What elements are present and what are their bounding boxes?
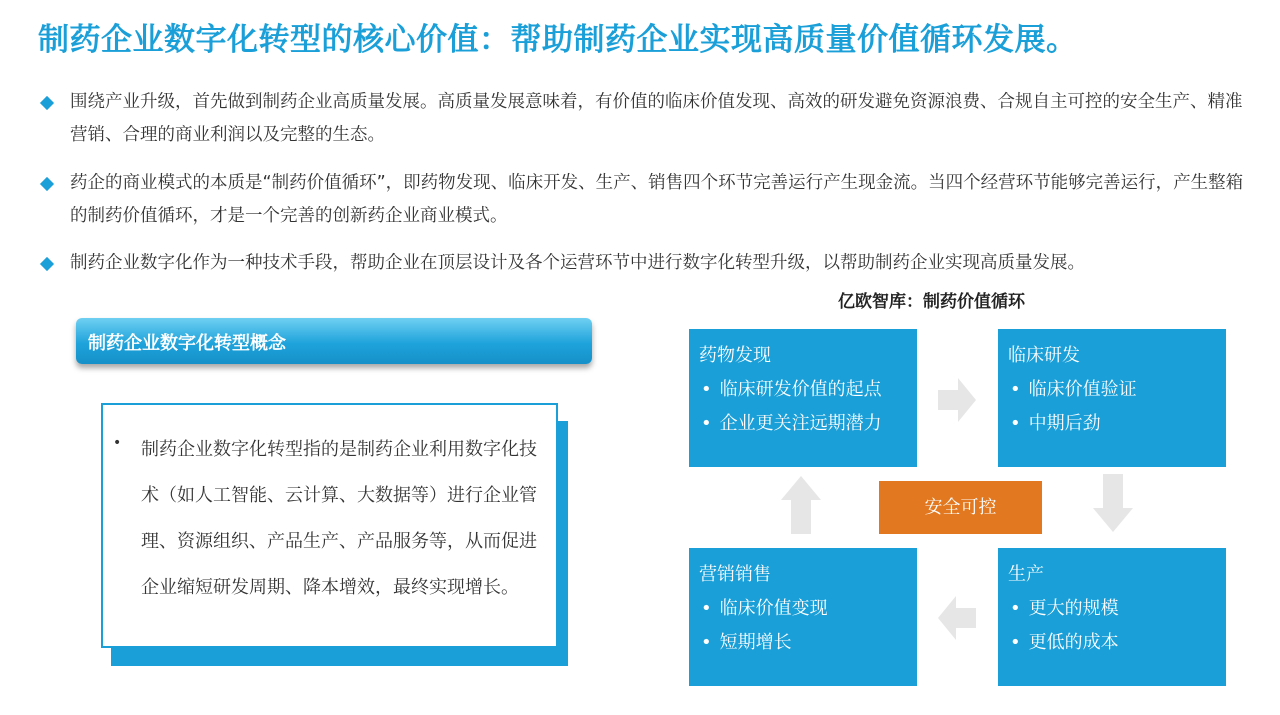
card-marketing-sales	[689, 548, 917, 686]
card-item: • 更低的成本	[1010, 632, 1119, 653]
arrow-right-icon	[938, 378, 978, 422]
cycle-title: 亿欧智库：制药价值循环	[838, 292, 1025, 312]
arrow-up-icon	[781, 474, 821, 534]
arrow-left-icon	[936, 596, 976, 640]
concept-bullet: •	[113, 435, 122, 451]
card-clinical-development	[998, 329, 1226, 467]
card-title: 生产	[1008, 564, 1044, 585]
bullet-item	[40, 247, 1250, 280]
card-item: • 短期增长	[701, 632, 792, 653]
concept-banner-label: 制药企业数字化转型概念	[88, 333, 286, 354]
concept-text: 制药企业数字化转型指的是制药企业利用数字化技术（如人工智能、云计算、大数据等）进行企业管理、资源组织、产品生产、产品服务等，从而促进企业缩短研发周期、降本增效，最终实现增长。	[141, 439, 537, 598]
bullet-text: 药企的商业模式的本质是“制药价值循环”，即药物发现、临床开发、生产、销售四个环节完善运行产生现金流。当四个经营环节能够完善运行，产生整箱的制药价值循环，才是一个完善的创新药企业商业模式。	[70, 173, 1244, 226]
bullet-item	[40, 86, 1250, 152]
card-item: • 更大的规模	[1010, 598, 1119, 619]
card-title: 营销销售	[699, 564, 771, 585]
bullet-text: 制药企业数字化作为一种技术手段，帮助企业在顶层设计及各个运营环节中进行数字化转型升级，以帮助制药企业实现高质量发展。	[70, 253, 1085, 273]
bullet-item	[40, 167, 1250, 233]
card-title: 药物发现	[699, 345, 771, 366]
card-item: • 临床价值变现	[701, 598, 828, 619]
card-item: • 临床价值验证	[1010, 379, 1137, 400]
arrow-down-icon	[1093, 474, 1133, 534]
center-safety-box: 安全可控	[879, 481, 1042, 534]
card-production	[998, 548, 1226, 686]
concept-banner	[76, 318, 592, 364]
bullet-text: 围绕产业升级，首先做到制药企业高质量发展。高质量发展意味着，有价值的临床价值发现、高效的研发避免资源浪费、合规自主可控的安全生产、精准营销、合理的商业利润以及完整的生态。	[70, 92, 1243, 145]
card-title: 临床研发	[1008, 345, 1080, 366]
card-drug-discovery	[689, 329, 917, 467]
concept-box	[101, 403, 558, 648]
page-title: 制药企业数字化转型的核心价值：帮助制药企业实现高质量价值循环发展。	[38, 22, 1078, 58]
card-item: • 企业更关注远期潜力	[701, 413, 882, 434]
card-item: • 中期后劲	[1010, 413, 1101, 434]
card-item: • 临床研发价值的起点	[701, 379, 882, 400]
